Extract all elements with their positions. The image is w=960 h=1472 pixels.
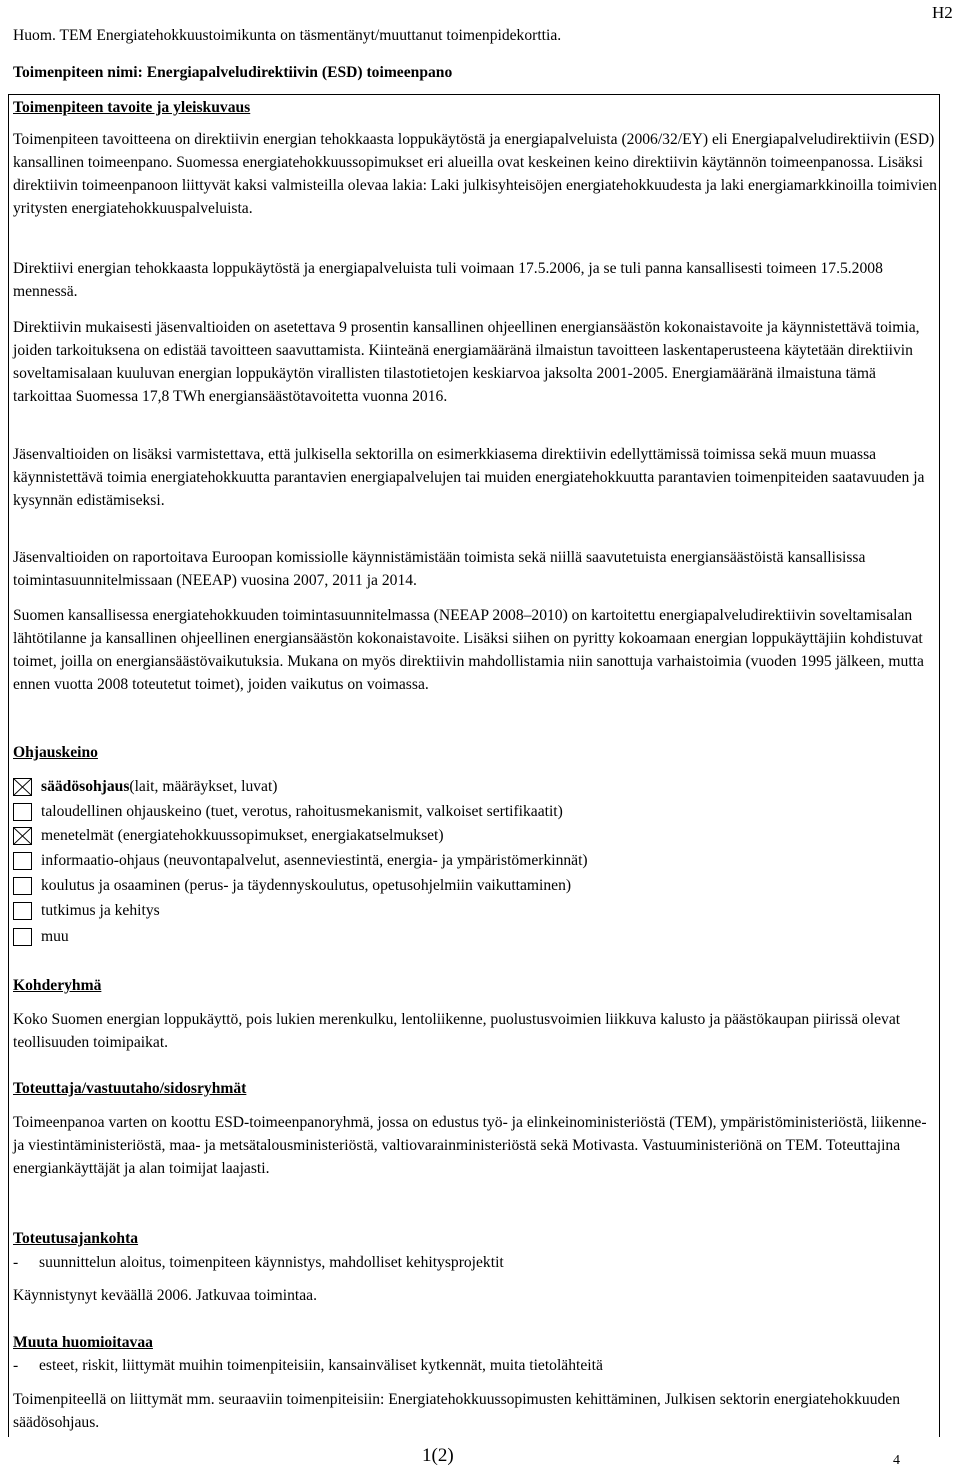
- document-code: H2: [932, 3, 953, 22]
- option-label: muu: [41, 928, 69, 945]
- checkbox[interactable]: [13, 803, 32, 821]
- option-label-bold: säädösohjaus: [41, 778, 130, 795]
- checkbox[interactable]: [13, 902, 32, 920]
- steering-option-other: [13, 925, 69, 948]
- other-text: Toimenpiteellä on liittymät mm. seuraaviin toimenpiteisiin: Energiatehokkuussopimusten kehittäminen, Julkisen sektorin energiatehokkuuden säädösohjaus.: [13, 1391, 901, 1431]
- other-heading: Muuta huomioitavaa: [13, 1334, 153, 1351]
- steering-option-education: [13, 874, 571, 897]
- steering-option-methods: [13, 824, 444, 847]
- option-label: menetelmät (energiatehokkuussopimukset, energiakatselmukset): [41, 827, 444, 844]
- implementers-heading: Toteuttaja/vastuutaho/sidosryhmät: [13, 1080, 247, 1097]
- option-label: tutkimus ja kehitys: [41, 902, 160, 919]
- steering-option-information: [13, 849, 588, 872]
- goal-paragraph-5: Jäsenvaltioiden on raportoitava Euroopan komissiolle käynnistämistään toimista sekä niillä saavutetuista energiansäästöistä kansallisissa toimintasuunnitelmissaan (NEEAP) vuosina 2007, 2011 ja 2014.: [13, 549, 866, 589]
- option-label: koulutus ja osaaminen (perus- ja täydennyskoulutus, opetusohjelmiin vaikuttaminen): [41, 877, 572, 894]
- steering-option-regulation: [13, 775, 278, 798]
- steering-option-research: [13, 899, 160, 922]
- goal-paragraph-6: Suomen kansallisessa energiatehokkuuden toimintasuunnitelmassa (NEEAP 2008–2010) on kartoitettu energiapalveludirektiivin soveltamisalan lähtötilanne ja kansallinen ohjeellinen energiansäästön kokonaistavoite. Lisäksi siihen on pyritty kokoamaan energian loppukäyttäjiin kohdistuvat toimet, joilla on energiansäästövaikutuksia. Mukana on myös direktiivin mahdollistamia niin sanottuja varhaistoimia (vuoden 1995 jälkeen, mutta ennen vuotta 2008 toteutetut toimet), joiden vaikutus on voimassa.: [13, 607, 924, 693]
- cross-mark-icon: [14, 779, 31, 795]
- timing-heading: Toteutusajankohta: [13, 1230, 139, 1247]
- steering-heading: Ohjauskeino: [13, 744, 98, 761]
- cross-mark-icon: [14, 828, 31, 844]
- page-number: 1(2): [422, 1445, 454, 1466]
- checkbox-checked[interactable]: [13, 778, 32, 796]
- revision-note: Huom. TEM Energiatehokkuustoimikunta on täsmentänyt/muuttanut toimenpidekorttia.: [13, 27, 562, 44]
- checkbox[interactable]: [13, 877, 32, 895]
- bullet-dash: -: [13, 1254, 19, 1271]
- goal-paragraph-4: Jäsenvaltioiden on lisäksi varmistettava, että julkisella sektorilla on esimerkkiasema direktiivin edellyttämissä toimissa sekä muun muassa käynnistettävä toimia energiatehokkuutta parantavien energiapalvelujen tai muiden energiatehokkuutta parantavien toimenpiteiden saatavuuden ja kysynnän edistämiseksi.: [13, 446, 925, 509]
- bullet-text: suunnittelun aloitus, toimenpiteen käynnistys, mahdolliset kehitysprojektit: [39, 1254, 504, 1271]
- bullet-text: esteet, riskit, liittymät muihin toimenpiteisiin, kansainväliset kytkennät, muita tietolähteitä: [39, 1357, 603, 1374]
- steering-option-economic: [13, 800, 563, 823]
- timing-text: Käynnistynyt keväällä 2006. Jatkuvaa toimintaa.: [13, 1287, 318, 1304]
- goal-heading: Toimenpiteen tavoite ja yleiskuvaus: [13, 99, 251, 116]
- implementers-text: Toimeenpanoa varten on koottu ESD-toimeenpanoryhmä, jossa on edustus työ- ja elinkeinoministeriöstä (TEM), ympäristöministeriöstä, liikenne- ja viestintäministeriöstä, maa- ja metsätalousministeriöstä, valtiovarainministeriöstä sekä Motivasta. Vastuuministeriönä on TEM. Toteuttajina energiankäyttäjät ja alan toimijat laajasti.: [13, 1114, 927, 1177]
- checkbox[interactable]: [13, 852, 32, 870]
- timing-bullet: [13, 1251, 504, 1274]
- side-number: 4: [893, 1453, 900, 1468]
- measure-title: Toimenpiteen nimi: Energiapalveludirektiivin (ESD) toimeenpano: [13, 64, 453, 81]
- option-label: (lait, määräykset, luvat): [129, 778, 278, 795]
- bullet-dash: -: [13, 1357, 19, 1374]
- goal-paragraph-3: Direktiivin mukaisesti jäsenvaltioiden on asetettava 9 prosentin kansallinen ohjeellinen energiansäästön kokonaistavoite ja käynnistettävä toimia, joiden tarkoituksena on edistää tavoitteen saavuttamista. Kiinteänä energiamääränä ilmaistun tavoitteen laskentaperusteena käytetään direktiivin soveltamisalaan kuuluvan energian loppukäytön virallisten tilastotietojen keskiarvoa jaksolta 2001-2005. Energiamääränä ilmaistuna tämä tarkoittaa Suomessa 17,8 TWh energiansäästötavoitetta vuonna 2016.: [13, 319, 920, 405]
- checkbox-checked[interactable]: [13, 827, 32, 845]
- goal-paragraph-1: Toimenpiteen tavoitteena on direktiivin energian tehokkaasta loppukäytöstä ja energiapalveluista (2006/32/EY) eli Energiapalveludirektiivin (ESD) kansallinen toimeenpano. Suomessa energiatehokkuussopimukset eri alueilla ovat keskeinen keino direktiivin käytännön toimeenpanossa. Lisäksi direktiivin toimeenpanoon liittyvät kaksi valmisteilla olevaa lakia: Laki julkisyhteisöjen energiatehokkuudesta ja laki energiamarkkinoilla toimivien yritysten energiatehokkuuspalveluista.: [13, 131, 937, 217]
- checkbox[interactable]: [13, 928, 32, 946]
- option-label: taloudellinen ohjauskeino (tuet, verotus, rahoitusmekanismit, valkoiset sertifikaatit): [41, 803, 563, 820]
- goal-paragraph-2: Direktiivi energian tehokkaasta loppukäytöstä ja energiapalveluista tuli voimaan 17.5.2006, ja se tuli panna kansallisesti toimeen 17.5.2008 mennessä.: [13, 260, 883, 300]
- other-bullet: [13, 1354, 603, 1377]
- target-group-heading: Kohderyhmä: [13, 977, 102, 994]
- target-group-text: Koko Suomen energian loppukäyttö, pois lukien merenkulku, lentoliikenne, puolustusvoimien liikkuva kalusto ja päästökaupan piirissä olevat teollisuuden toimipaikat.: [13, 1011, 901, 1051]
- option-label: informaatio-ohjaus (neuvontapalvelut, asenneviestintä, energia- ja ympäristömerkinnät): [41, 852, 588, 869]
